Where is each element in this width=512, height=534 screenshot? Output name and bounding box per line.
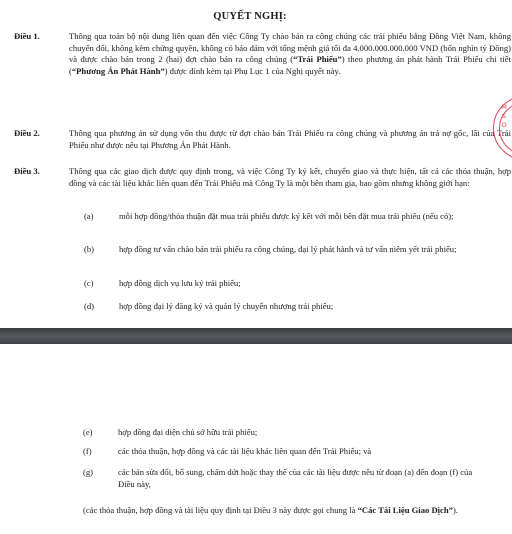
- defined-term: “Phương Án Phát Hành”: [71, 65, 165, 76]
- item-marker: (g): [83, 467, 94, 477]
- article-3: [14, 166, 511, 189]
- defined-term: “Trái Phiếu”: [293, 54, 342, 65]
- list-item: [84, 278, 500, 290]
- list-item: [83, 427, 499, 439]
- closing-paragraph: (các thỏa thuận, hợp đồng và tài liệu quy định tại Điều 3 này được gọi chung là “Các Tài Liệu Giao Dịch”).: [83, 505, 458, 515]
- article-body: Thông qua phương án sử dụng vốn thu được từ đợt chào bán Trái Phiếu ra công chúng và phương án trả nợ gốc, lãi của Trái Phiếu như được nêu tại Phương Án Phát Hành.: [69, 128, 511, 150]
- item-marker: (e): [83, 427, 93, 437]
- article-label: Điều 2.: [14, 128, 40, 138]
- list-item: [84, 301, 500, 313]
- item-text: hợp đồng tư vấn chào bán trái phiếu ra công chúng, đại lý phát hành và tư vấn niêm yết trái phiếu;: [119, 244, 457, 254]
- list-item: [83, 446, 499, 458]
- item-text: hợp đồng đại diện chủ sở hữu trái phiếu;: [118, 427, 258, 437]
- article-body: Thông qua các giao dịch được quy định trong, và việc Công Ty ký kết, chuyển giao và thực hiện, tất cả các thỏa thuận, hợp đồng và các tài liệu khác liên quan đến Trái Phiếu mà Công Ty là một bên tham gia, bao gồm nhưng không giới hạn:: [69, 166, 511, 188]
- item-text: các thỏa thuận, hợp đồng và các tài liệu khác liên quan đến Trái Phiếu; và: [118, 446, 372, 456]
- list-item: [84, 244, 500, 256]
- article-label: Điều 1.: [14, 31, 40, 41]
- article-2: [14, 128, 511, 151]
- item-text: hợp đồng dịch vụ lưu ký trái phiếu;: [119, 278, 241, 288]
- article-1: [14, 31, 511, 77]
- resolution-heading: QUYẾT NGHỊ:: [213, 11, 287, 22]
- item-marker: (b): [84, 244, 95, 254]
- article-body: Thông qua toàn bộ nội dung liên quan đến việc Công Ty chào bán ra công chúng các trái phiếu bằng Đồng Việt Nam, không chuyển đổi, không kèm chứng quyền, không có bảo đảm với tổng mệnh giá tối đa 4.000.000.000.000 VND (bốn nghìn tỷ Đồng) và được chào bán trong 2 (hai) đợt chào bán ra công chúng (“Trái Phiếu”) theo phương án phát hành Trái Phiếu chi tiết (“Phương Án Phát Hành”) được đính kèm tại Phụ Lục 1 của Nghị quyết này.: [69, 31, 511, 76]
- item-marker: (f): [83, 446, 92, 456]
- item-text: hợp đồng đại lý đăng ký và quản lý chuyển nhượng trái phiếu;: [119, 301, 334, 311]
- list-item: [83, 467, 473, 491]
- seal-lettering: M S O: [501, 103, 507, 129]
- item-text: mỗi hợp đồng/thỏa thuận đặt mua trái phiếu được ký kết với mỗi bên đặt mua trái phiếu (nếu có);: [119, 211, 454, 221]
- item-text: các bản sửa đổi, bổ sung, chấm dứt hoặc thay thế của các tài liệu được nêu từ đoạn (a) đến đoạn (f) của Điều này,: [118, 467, 473, 489]
- article-label: Điều 3.: [14, 166, 40, 176]
- item-marker: (a): [84, 211, 94, 221]
- item-marker: (d): [84, 301, 95, 311]
- item-marker: (c): [84, 278, 94, 288]
- page-separator: [0, 328, 512, 344]
- list-item: [84, 211, 484, 223]
- defined-term: “Các Tài Liệu Giao Dịch”: [357, 505, 453, 515]
